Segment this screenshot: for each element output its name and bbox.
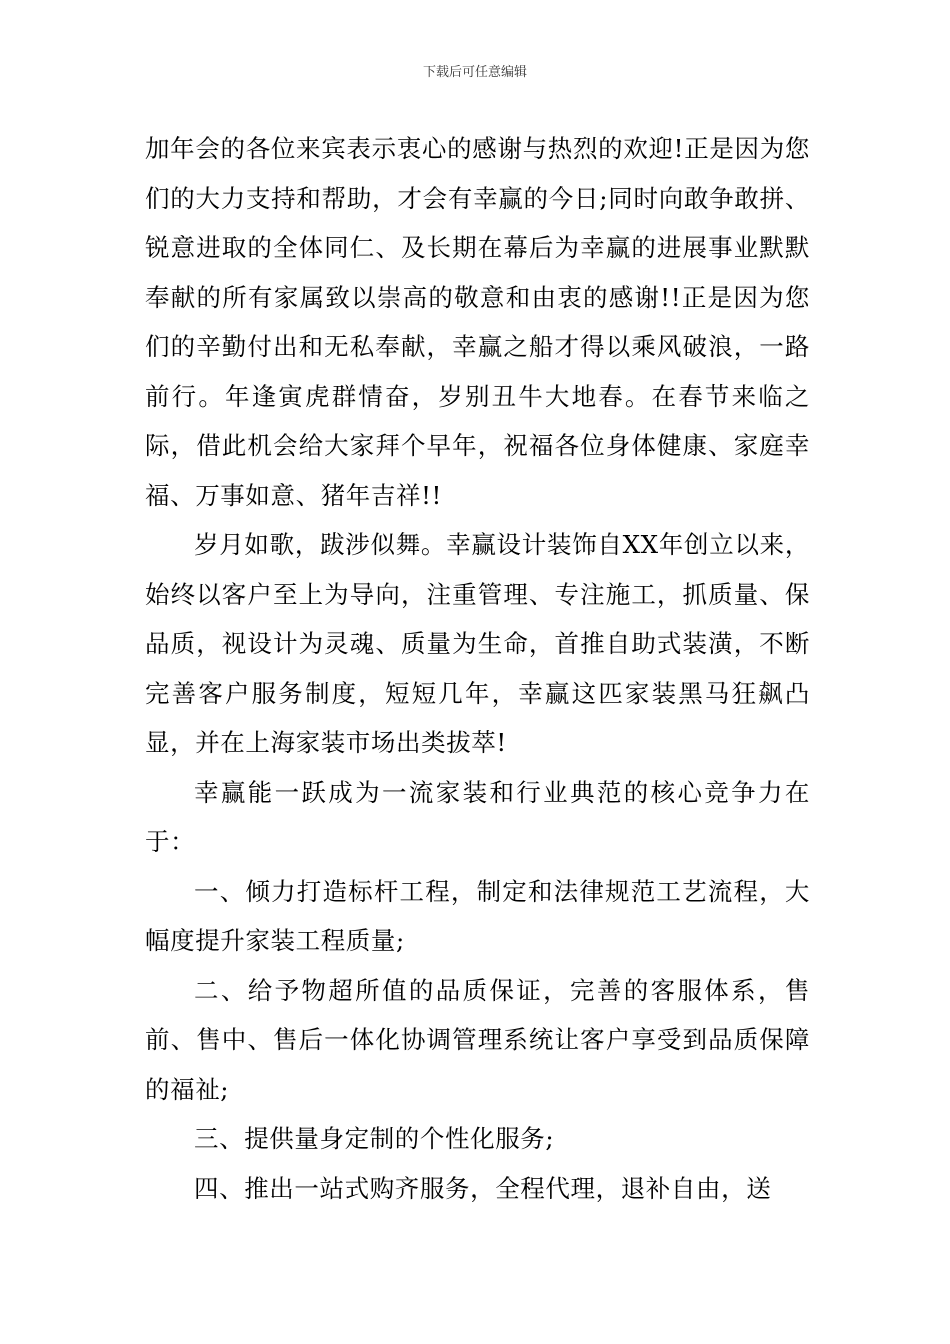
paragraph-4: 一、倾力打造标杆工程，制定和法律规范工艺流程，大幅度提升家装工程质量; [145, 876, 810, 955]
paragraph-3: 幸赢能一跃成为一流家装和行业典范的核心竞争力在于： [145, 777, 810, 856]
paragraph-1: 加年会的各位来宾表示衷心的感谢与热烈的欢迎!正是因为您们的大力支持和帮助，才会有幸赢的今日;同时向敢争敢拼、锐意进取的全体同仁、及长期在幕后为幸赢的进展事业默默奉献的所有家属致以崇高的敬意和由衷的感谢!!正是因为您们的辛勤付出和无私奉献，幸赢之船才得以乘风破浪，一路前行。年逢寅虎群情奋，岁别丑牛大地春。在春节来临之际，借此机会给大家拜个早年，祝福各位身体健康、家庭幸福、万事如意、猪年吉祥!! [145, 134, 810, 510]
page-header-note: 下载后可任意编辑 [422, 65, 527, 80]
paragraph-5: 二、给予物超所值的品质保证，完善的客服体系，售前、售中、售后一体化协调管理系统让客户享受到品质保障的福祉; [145, 975, 810, 1104]
document-body [145, 124, 810, 1213]
paragraph-6: 三、提供量身定制的个性化服务; [194, 1124, 555, 1153]
paragraph-7: 四、推出一站式购齐服务，全程代理，退补自由，送 [194, 1173, 772, 1203]
paragraph-2: 岁月如歌，跋涉似舞。幸赢设计装饰自XX年创立以来，始终以客户至上为导向，注重管理、专注施工，抓质量、保品质，视设计为灵魂、质量为生命，首推自助式装潢，不断完善客户服务制度，短短几年，幸赢这匹家装黑马狂飙凸显，并在上海家装市场出类拔萃! [145, 530, 810, 757]
